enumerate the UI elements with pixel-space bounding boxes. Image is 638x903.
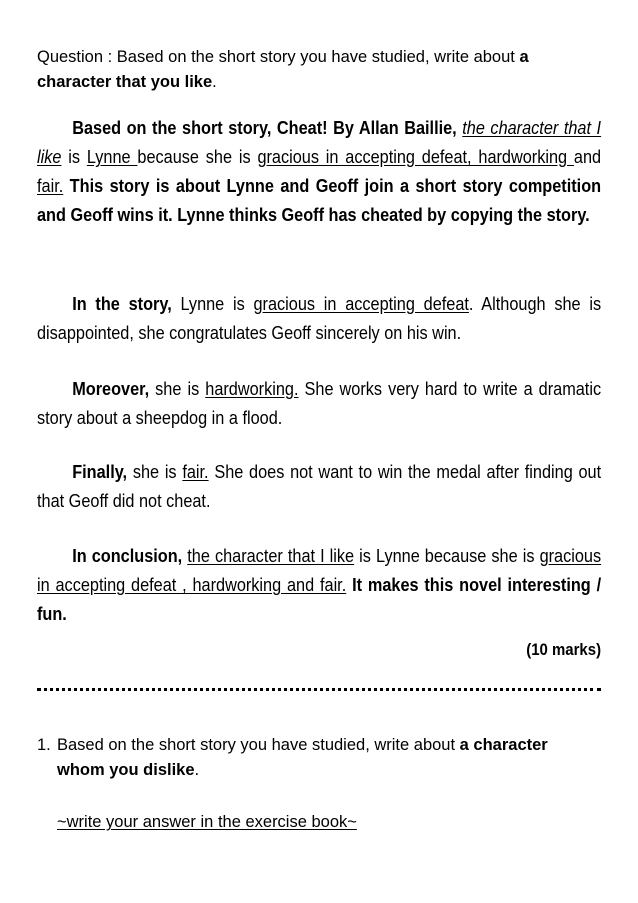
- question-prefix: Question : Based on the short story you have studied, write about: [37, 48, 520, 66]
- lead-in-the-story: In the story,: [72, 293, 172, 314]
- dotted-divider: [37, 688, 601, 691]
- task-text: [57, 733, 597, 783]
- para4-rest: She does not want to win the medal after finding out that Geoff did not cheat.: [37, 461, 602, 511]
- intro-underlined-italic: the character that I like: [37, 117, 602, 167]
- para2-underlined: gracious in accepting defeat: [253, 293, 469, 314]
- question-emphasis: a character that you like: [37, 48, 529, 91]
- text-is: is: [68, 146, 81, 167]
- lead-moreover: Moreover,: [72, 378, 150, 399]
- task-number: 1.: [37, 736, 51, 754]
- marks-label: (10 marks): [526, 640, 601, 659]
- answer-paragraph-intro: [37, 113, 601, 229]
- para2-pre: Lynne is: [180, 293, 245, 314]
- trait-fair: fair.: [37, 175, 64, 196]
- task-suffix: .: [194, 761, 200, 779]
- question-suffix: .: [212, 73, 217, 91]
- para4-underlined: fair.: [182, 461, 209, 482]
- answer-paragraph-conclusion: [37, 541, 601, 628]
- question-prompt: [37, 45, 597, 95]
- conclusion-mid: is Lynne because she is: [359, 545, 535, 566]
- story-summary: This story is about Lynne and Geoff join a short story competition and Geoff wins it. Lynne thinks Geoff has cheated by copying the story.: [37, 175, 602, 225]
- task-emphasis: a character whom you dislike: [57, 736, 548, 779]
- hint-text: ~write your answer in the exercise book~: [57, 813, 357, 831]
- para3-pre: she is: [155, 378, 200, 399]
- para3-underlined: hardworking.: [205, 378, 299, 399]
- text-and: and: [573, 146, 602, 167]
- character-name: Lynne: [86, 146, 138, 167]
- conclusion-underlined-1: the character that I like: [187, 545, 355, 566]
- para4-pre: she is: [132, 461, 177, 482]
- answer-paragraph-3: [37, 374, 601, 432]
- answer-hint: [57, 810, 357, 835]
- para2-rest: . Although she is disappointed, she congratulates Geoff sincerely on his win.: [37, 293, 602, 343]
- lead-finally: Finally,: [72, 461, 128, 482]
- conclusion-bold-end: It makes this novel interesting / fun.: [37, 574, 602, 624]
- text-because: because she is: [137, 146, 251, 167]
- conclusion-underlined-2: gracious in accepting defeat , hardworking and fair.: [37, 545, 602, 595]
- answer-paragraph-4: [37, 457, 601, 515]
- intro-bold: Based on the short story, Cheat! By Allan Baillie,: [72, 117, 457, 138]
- answer-paragraph-2: [37, 289, 601, 347]
- task-prefix: Based on the short story you have studied, write about: [57, 736, 460, 754]
- para3-rest: She works very hard to write a dramatic story about a sheepdog in a flood.: [37, 378, 602, 428]
- lead-in-conclusion: In conclusion,: [72, 545, 183, 566]
- traits-underlined: gracious in accepting defeat, hardworking: [257, 146, 574, 167]
